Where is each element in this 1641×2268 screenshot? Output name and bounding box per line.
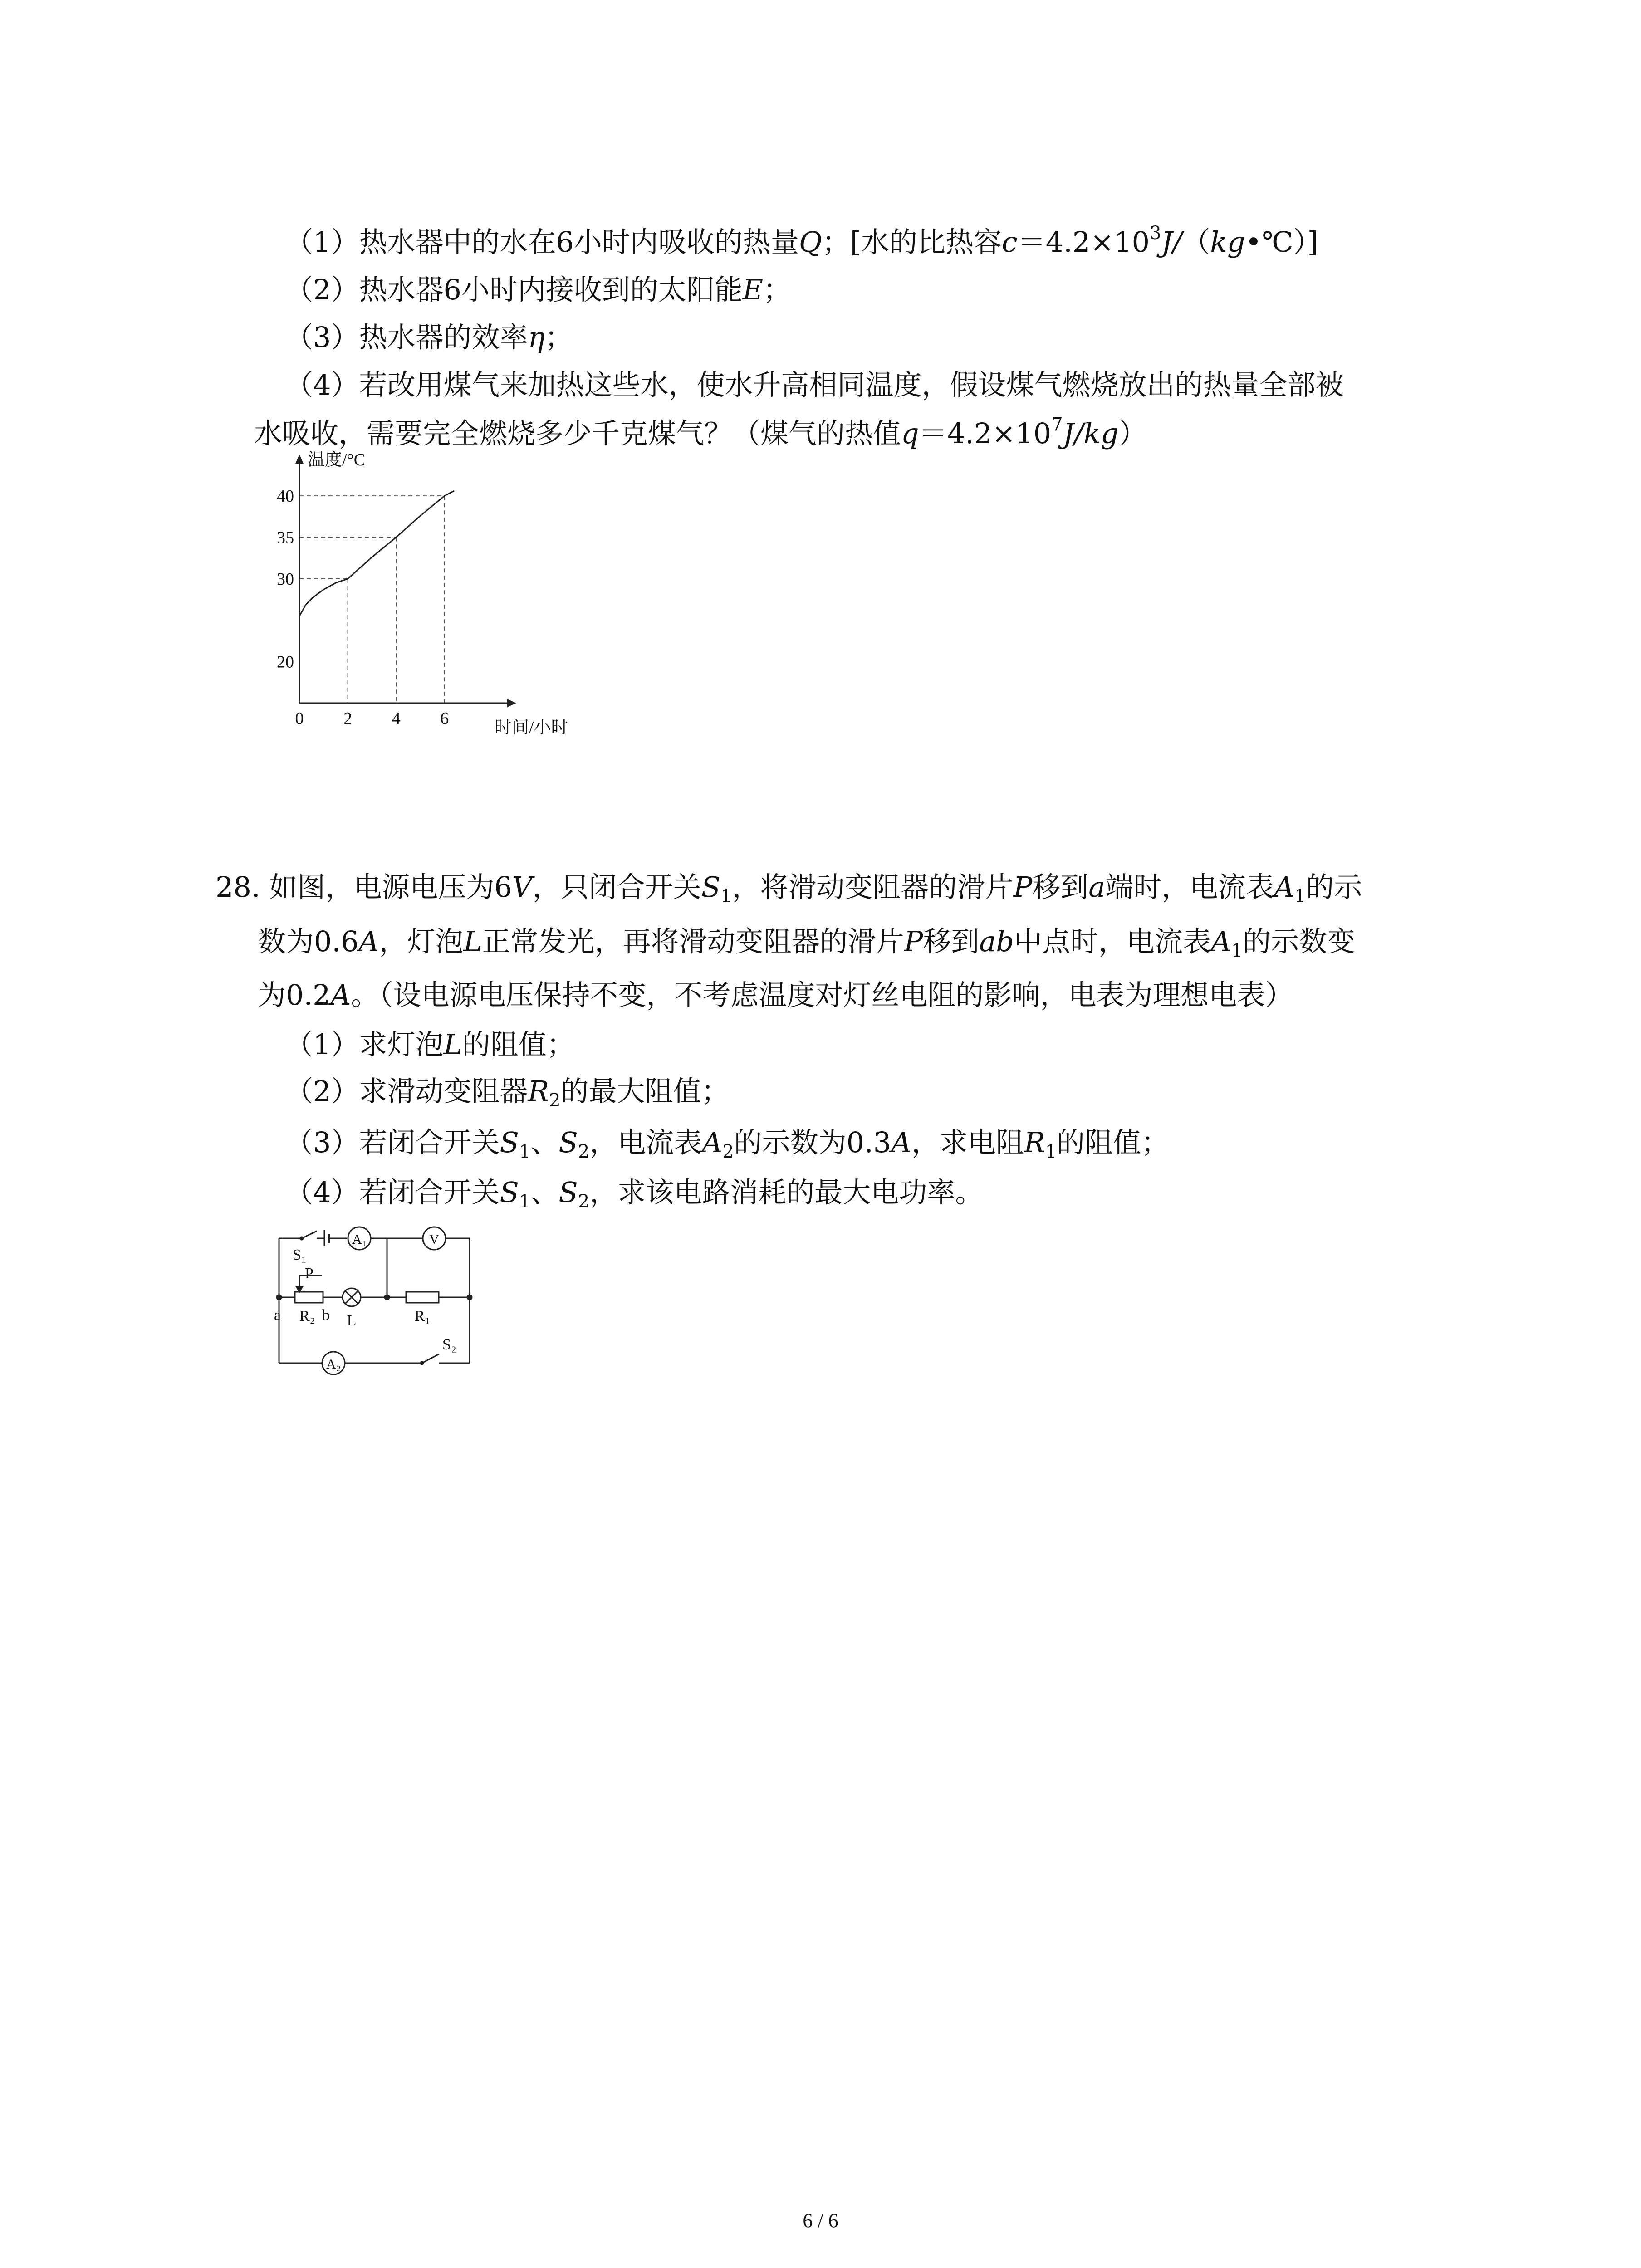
switch-s1-pivot [300,1237,303,1240]
label-r1: R₁ [414,1308,431,1325]
x-tick-label: 2 [343,709,353,728]
label-a1: A₁ [352,1232,367,1247]
chart-guides [299,496,445,703]
y-tick-label: 20 [277,652,294,672]
p28-question-4: （4）若闭合开关$S_1$、$S_2$，求该电路消耗的最大电功率。 [285,1176,984,1212]
switch-s1-blade [302,1231,317,1238]
label-a: a [274,1307,281,1324]
problem-number: 28. [216,870,260,904]
node-left [277,1295,281,1300]
x-tick-label: 4 [392,709,401,728]
label-s1: S₁ [293,1246,307,1263]
chart-tick-labels [277,487,449,728]
label-a2: A₂ [326,1357,341,1372]
y-axis-arrow [295,455,304,464]
node-right [467,1295,472,1300]
chart-y-axis-label: 温度/°C [308,450,366,469]
p27-question-2: （2）热水器6小时内接收到的太阳能E； [285,273,792,306]
label-v: V [429,1232,439,1247]
series-line-0 [299,491,454,616]
p27-question-1: （1）热水器中的水在6小时内吸收的热量Q；[水的比热容$c=4.2\times 10^3J/(kg•℃)$] [285,223,1318,259]
x-tick-label: 6 [440,709,449,728]
p27-question-4-cont: 水吸收，需要完全燃烧多少千克煤气？（煤气的热值$q=4.2\times 10^7J/kg$） [254,414,1147,450]
label-r2: R₂ [299,1308,315,1325]
chart-axes [295,455,516,707]
label-p: P [305,1265,314,1282]
label-l: L [347,1312,357,1329]
chart-series [299,491,454,616]
y-tick-label: 30 [277,569,294,589]
rheostat-r2-icon [295,1292,323,1303]
p28-question-1: （1）求灯泡L的阻值； [285,1028,575,1061]
chart-x-axis-label: 时间/小时 [495,718,568,737]
y-tick-label: 40 [277,487,294,506]
x-axis-arrow [507,699,516,707]
temperature-time-chart [254,449,581,744]
p28-question-3: （3）若闭合开关$S_1$、$S_2$，电流表$A_2$的示数为0.3A，求电阻$R_1$的阻值； [285,1126,1170,1162]
p28-line-2: 数为0.6A，灯泡L正常发光，再将滑动变阻器的滑片P移到ab中点时，电流表$A_1$的示数变 [258,925,1356,961]
switch-s2-blade [422,1354,439,1363]
p27-question-4: （4）若改用煤气来加热这些水，使水升高相同温度，假设煤气燃烧放出的热量全部被 [285,368,1344,401]
node-mid [385,1295,389,1300]
y-tick-label: 35 [277,528,294,547]
x-tick-label: 0 [295,709,304,728]
label-b: b [322,1307,330,1324]
slider-p-arrow [296,1286,303,1292]
p28-question-2: （2）求滑动变阻器$R_2$的最大阻值； [285,1075,730,1111]
label-s2: S₂ [442,1336,456,1353]
p28-line-1: 28. 如图，电源电压为6V，只闭合开关$S_1$，将滑动变阻器的滑片P移到a端时，电流表$A_1$的示 [216,870,1362,907]
p28-line-3: 为0.2A。（设电源电压保持不变，不考虑温度对灯丝电阻的影响，电表为理想电表） [258,978,1293,1012]
page-number: 6 / 6 [803,2209,838,2232]
circuit-diagram [268,1225,481,1388]
resistor-r1-icon [406,1292,439,1303]
p27-question-3: （3）热水器的效率η； [285,321,573,354]
